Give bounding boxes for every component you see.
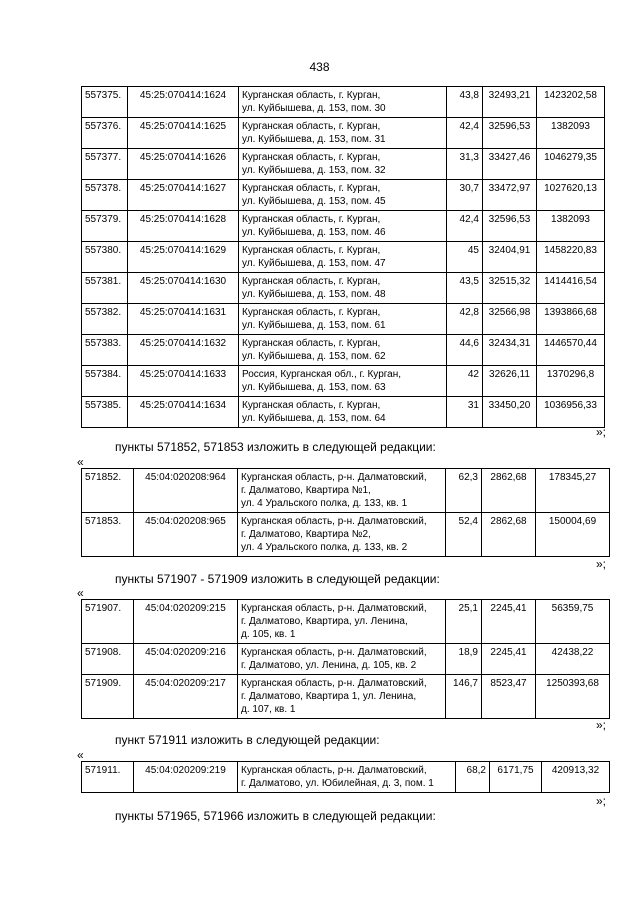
unit-value-cell: 33427,46 [483,149,537,180]
row-number-cell: 557384. [82,366,128,397]
table-row [82,87,605,118]
address-line: ул. Куйбышева, д. 153, пом. 46 [242,227,386,238]
unit-value-cell: 8523,47 [482,675,536,719]
table-row [82,675,610,719]
unit-value-cell: 32566,98 [483,304,537,335]
table-row [82,469,610,513]
cadastral-number-cell: 45:25:070414:1630 [128,273,239,304]
cadastral-value-cell: 1250393,68 [536,675,610,719]
address-line: Курганская область, р-н. Далматовский, [241,516,427,527]
unit-value-cell: 2862,68 [482,513,536,557]
cadastral-number-cell: 45:25:070414:1627 [128,180,239,211]
row-number-cell: 571909. [82,675,134,719]
table-row [82,304,605,335]
register-table-3 [81,599,610,719]
table-row [82,335,605,366]
area-cell: 42,4 [447,118,483,149]
address-line: Курганская область, г. Курган, [242,183,381,194]
address-line: Курганская область, г. Курган, [242,152,381,163]
row-number-cell: 557382. [82,304,128,335]
address-line: Курганская область, г. Курган, [242,276,381,287]
cadastral-value-cell: 178345,27 [536,469,610,513]
area-cell: 18,9 [446,644,482,675]
cadastral-number-cell: 45:25:070414:1626 [128,149,239,180]
area-cell: 146,7 [446,675,482,719]
address-line: ул. Куйбышева, д. 153, пом. 61 [242,320,386,331]
area-cell: 43,8 [447,87,483,118]
unit-value-cell: 32596,53 [483,211,537,242]
unit-value-cell: 32404,91 [483,242,537,273]
unit-value-cell: 32515,32 [483,273,537,304]
address-line: г. Далматово, ул. Ленина, д. 105, кв. 2 [241,660,417,671]
row-number-cell: 557378. [82,180,128,211]
opening-quote: « [77,748,84,762]
cadastral-value-cell: 42438,22 [536,644,610,675]
paragraph-amend-571911: пункт 571911 изложить в следующей редакции: [115,733,380,747]
cadastral-number-cell: 45:04:020208:965 [134,513,238,557]
table-row [82,118,605,149]
area-cell: 68,2 [456,762,490,793]
opening-quote: « [77,455,84,469]
address-cell [238,469,446,513]
cadastral-number-cell: 45:04:020209:215 [134,600,238,644]
address-line: ул. Куйбышева, д. 153, пом. 48 [242,289,386,300]
table-row [82,149,605,180]
cadastral-value-cell: 1458220,83 [537,242,605,273]
row-number-cell: 557385. [82,397,128,428]
table-row [82,644,610,675]
row-number-cell: 571852. [82,469,134,513]
row-number-cell: 557380. [82,242,128,273]
cadastral-number-cell: 45:25:070414:1625 [128,118,239,149]
cadastral-number-cell: 45:25:070414:1633 [128,366,239,397]
closing-quote: »; [595,557,606,571]
table-row [82,211,605,242]
address-line: д. 107, кв. 1 [241,704,296,715]
cadastral-value-cell: 1393866,68 [537,304,605,335]
address-cell [238,644,446,675]
register-table-4 [81,761,610,793]
unit-value-cell: 33450,20 [483,397,537,428]
cadastral-number-cell: 45:04:020209:216 [134,644,238,675]
closing-quote: »; [595,425,606,439]
cadastral-value-cell: 1036956,33 [537,397,605,428]
address-line: Курганская область, р-н. Далматовский, [241,678,427,689]
unit-value-cell: 2245,41 [482,600,536,644]
paragraph-amend-571965: пункты 571965, 571966 изложить в следующей редакции: [115,809,436,823]
cadastral-value-cell: 56359,75 [536,600,610,644]
row-number-cell: 557377. [82,149,128,180]
address-line: ул. Куйбышева, д. 153, пом. 32 [242,165,386,176]
closing-quote: »; [595,718,606,732]
cadastral-value-cell: 420913,32 [542,762,610,793]
address-line: Курганская область, г. Курган, [242,307,381,318]
address-cell [238,600,446,644]
area-cell: 31,3 [447,149,483,180]
address-line: ул. Куйбышева, д. 153, пом. 30 [242,103,386,114]
address-line: Курганская область, г. Курган, [242,214,381,225]
area-cell: 30,7 [447,180,483,211]
address-cell [239,211,447,242]
unit-value-cell: 32434,31 [483,335,537,366]
table-row [82,600,610,644]
address-line: ул. Куйбышева, д. 153, пом. 47 [242,258,386,269]
table-row [82,762,610,793]
unit-value-cell: 2862,68 [482,469,536,513]
address-line: Курганская область, р-н. Далматовский, [241,603,427,614]
row-number-cell: 571853. [82,513,134,557]
address-line: г. Далматово, Квартира, ул. Ленина, [241,616,408,627]
address-cell [238,762,456,793]
address-cell [239,242,447,273]
row-number-cell: 557381. [82,273,128,304]
unit-value-cell: 2245,41 [482,644,536,675]
address-cell [239,366,447,397]
row-number-cell: 571907. [82,600,134,644]
cadastral-value-cell: 1423202,58 [537,87,605,118]
address-line: ул. 4 Уральского полка, д. 133, кв. 2 [241,542,408,553]
register-table-2 [81,468,610,557]
row-number-cell: 557375. [82,87,128,118]
address-cell [239,118,447,149]
cadastral-number-cell: 45:25:070414:1628 [128,211,239,242]
table-row [82,366,605,397]
cadastral-number-cell: 45:25:070414:1624 [128,87,239,118]
address-cell [239,180,447,211]
unit-value-cell: 33472,97 [483,180,537,211]
address-line: Курганская область, г. Курган, [242,90,381,101]
cadastral-number-cell: 45:25:070414:1631 [128,304,239,335]
area-cell: 44,6 [447,335,483,366]
address-cell [239,335,447,366]
unit-value-cell: 32626,11 [483,366,537,397]
row-number-cell: 557379. [82,211,128,242]
table-row [82,242,605,273]
area-cell: 31 [447,397,483,428]
address-line: Курганская область, р-н. Далматовский, [241,472,427,483]
unit-value-cell: 32596,53 [483,118,537,149]
area-cell: 42,4 [447,211,483,242]
row-number-cell: 571908. [82,644,134,675]
area-cell: 25,1 [446,600,482,644]
paragraph-amend-571852: пункты 571852, 571853 изложить в следующей редакции: [115,440,436,454]
address-line: ул. Куйбышева, д. 153, пом. 31 [242,134,386,145]
paragraph-amend-571907: пункты 571907 - 571909 изложить в следующей редакции: [115,572,440,586]
address-line: Курганская область, г. Курган, [242,400,381,411]
cadastral-number-cell: 45:04:020209:217 [134,675,238,719]
area-cell: 43,5 [447,273,483,304]
table-row [82,397,605,428]
table-row [82,273,605,304]
row-number-cell: 557376. [82,118,128,149]
address-cell [239,149,447,180]
address-line: ул. Куйбышева, д. 153, пом. 45 [242,196,386,207]
address-line: ул. Куйбышева, д. 153, пом. 62 [242,351,386,362]
address-cell [238,675,446,719]
row-number-cell: 557383. [82,335,128,366]
address-line: г. Далматово, ул. Юбилейная, д. 3, пом. 1 [241,778,434,789]
area-cell: 52,4 [446,513,482,557]
cadastral-number-cell: 45:25:070414:1634 [128,397,239,428]
area-cell: 45 [447,242,483,273]
table-row [82,180,605,211]
address-line: Россия, Курганская обл., г. Курган, [242,369,402,380]
address-line: Курганская область, г. Курган, [242,338,381,349]
address-cell [238,513,446,557]
unit-value-cell: 6171,75 [490,762,542,793]
opening-quote: « [77,586,84,600]
address-line: г. Далматово, Квартира №2, [241,529,371,540]
address-cell [239,304,447,335]
cadastral-value-cell: 1046279,35 [537,149,605,180]
cadastral-value-cell: 1382093 [537,118,605,149]
area-cell: 42 [447,366,483,397]
cadastral-value-cell: 1382093 [537,211,605,242]
address-line: Курганская область, г. Курган, [242,121,381,132]
cadastral-value-cell: 150004,69 [536,513,610,557]
area-cell: 62,3 [446,469,482,513]
address-cell [239,273,447,304]
cadastral-value-cell: 1370296,8 [537,366,605,397]
cadastral-number-cell: 45:04:020208:964 [134,469,238,513]
address-line: Курганская область, г. Курган, [242,245,381,256]
cadastral-number-cell: 45:04:020209:219 [134,762,238,793]
cadastral-value-cell: 1414416,54 [537,273,605,304]
address-line: Курганская область, р-н. Далматовский, [241,765,427,776]
address-line: ул. Куйбышева, д. 153, пом. 64 [242,413,386,424]
address-cell [239,87,447,118]
address-line: Курганская область, р-н. Далматовский, [241,647,427,658]
closing-quote: »; [595,794,606,808]
register-table-1 [81,86,605,428]
cadastral-value-cell: 1027620,13 [537,180,605,211]
address-line: г. Далматово, Квартира 1, ул. Ленина, [241,691,417,702]
area-cell: 42,8 [447,304,483,335]
address-line: ул. 4 Уральского полка, д. 133, кв. 1 [241,498,408,509]
page-number: 438 [309,60,330,74]
address-line: г. Далматово, Квартира №1, [241,485,371,496]
address-cell [239,397,447,428]
unit-value-cell: 32493,21 [483,87,537,118]
row-number-cell: 571911. [82,762,134,793]
cadastral-number-cell: 45:25:070414:1629 [128,242,239,273]
table-row [82,513,610,557]
address-line: д. 105, кв. 1 [241,629,296,640]
cadastral-number-cell: 45:25:070414:1632 [128,335,239,366]
cadastral-value-cell: 1446570,44 [537,335,605,366]
address-line: ул. Куйбышева, д. 153, пом. 63 [242,382,386,393]
